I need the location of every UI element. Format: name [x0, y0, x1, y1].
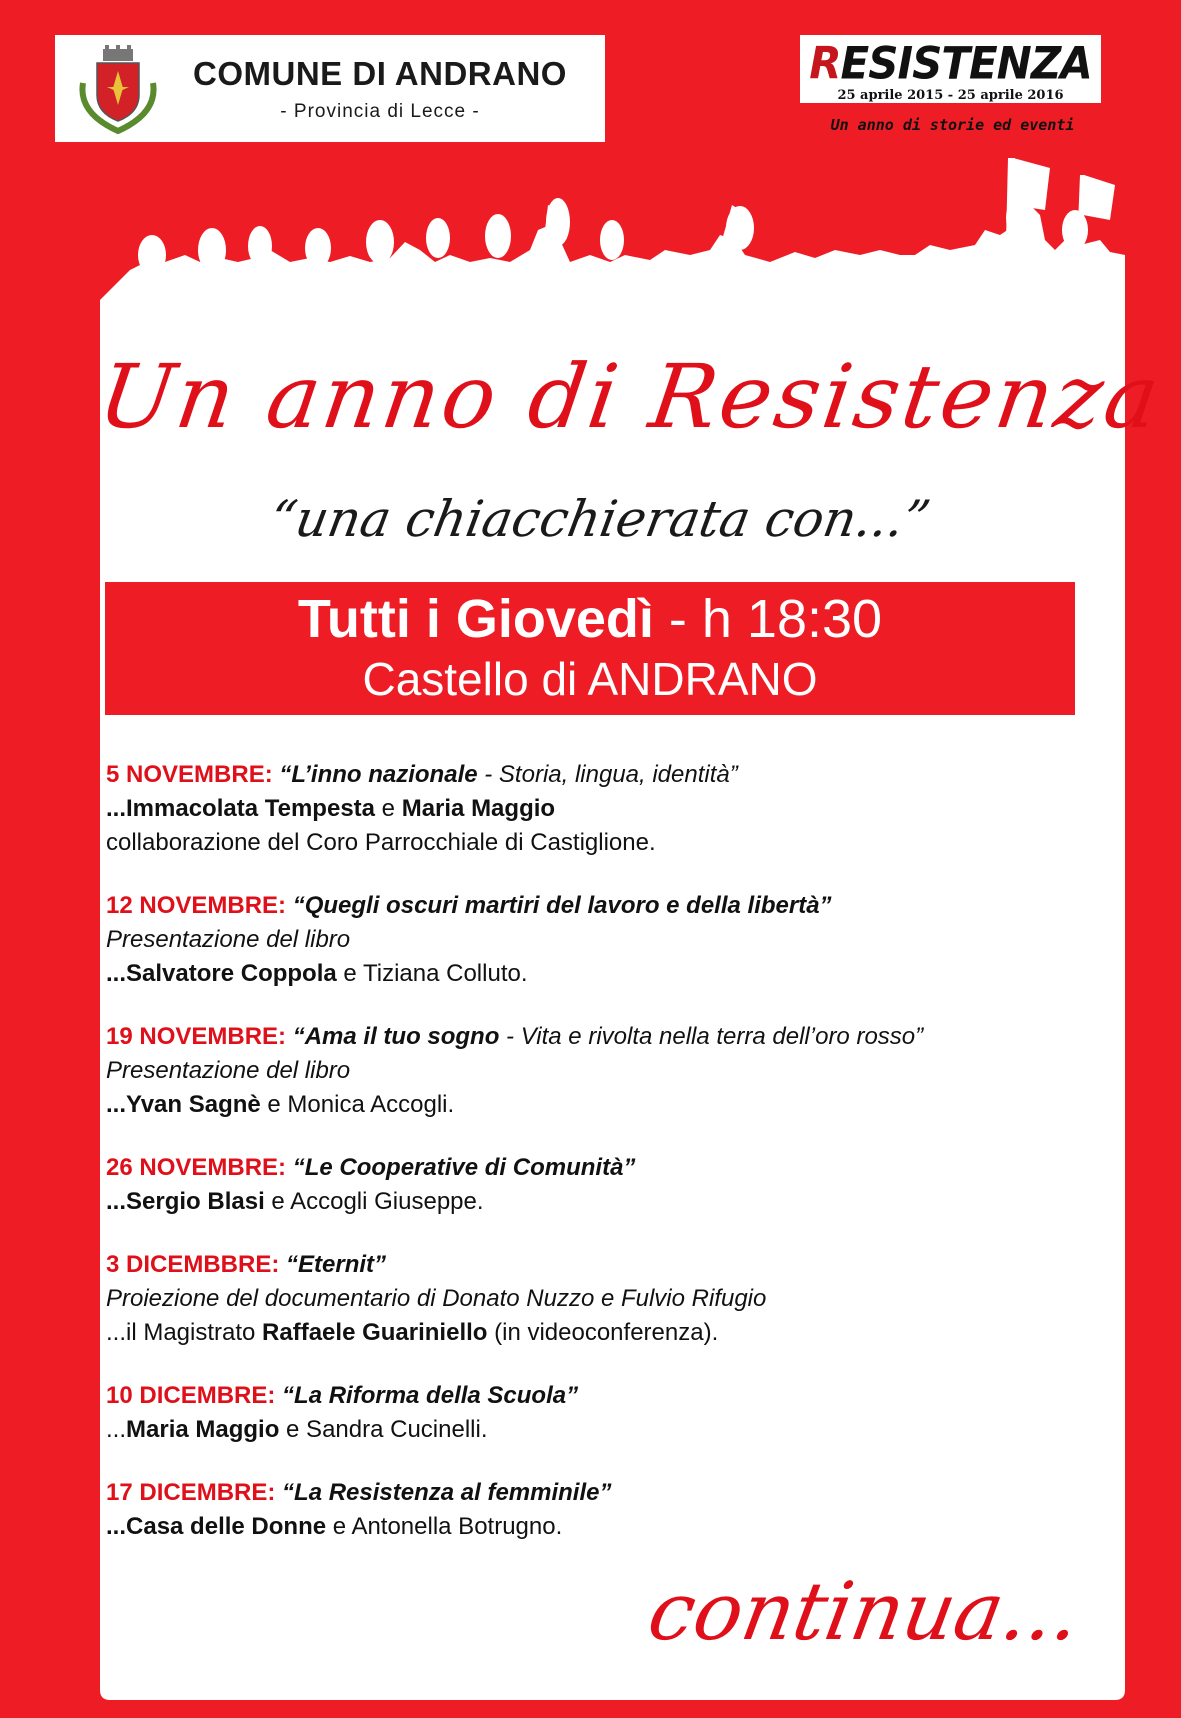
banner-day: Tutti i Giovedì	[297, 589, 654, 649]
event-guest-2: Maria Maggio	[401, 795, 556, 822]
event-date: 17 DICEMBRE:	[106, 1479, 276, 1506]
event-item	[106, 1248, 1086, 1350]
resistenza-logo-box	[800, 35, 1101, 103]
event-date: 3 DICEMBBRE:	[106, 1251, 280, 1278]
event-heading	[106, 1379, 1086, 1413]
event-guests-prefix: ...	[106, 1416, 127, 1443]
event-heading	[106, 1476, 1086, 1510]
event-description: Presentazione del libro	[106, 926, 351, 953]
event-guest-rest: e Monica Accogli.	[260, 1091, 455, 1118]
event-description: Proiezione del documentario di Donato Nuzzo e Fulvio Rifugio	[106, 1285, 767, 1312]
event-title-sub: - Vita e rivolta nella terra dell’oro rosso”	[499, 1023, 924, 1050]
event-guest-1: Casa delle Donne	[126, 1513, 327, 1540]
event-item	[106, 1020, 1086, 1122]
event-heading	[106, 889, 1086, 923]
event-guest-1: Immacolata Tempesta	[126, 795, 376, 822]
event-guest-1: Raffaele Guariniello	[262, 1319, 488, 1346]
event-date: 19 NOVEMBRE:	[106, 1023, 287, 1050]
event-date: 12 NOVEMBRE:	[106, 892, 287, 919]
event-title: “L’inno nazionale	[279, 761, 478, 788]
comune-subtitle: - Provincia di Lecce -	[280, 101, 480, 122]
event-item	[106, 889, 1086, 991]
event-guests-prefix: ...	[106, 795, 127, 822]
event-guests	[106, 957, 1086, 991]
event-item	[106, 758, 1086, 860]
event-date: 5 NOVEMBRE:	[106, 761, 273, 788]
event-guest-rest: (in videoconferenza).	[487, 1319, 719, 1346]
event-guests-prefix: ...	[106, 1513, 127, 1540]
event-guest-rest: e Antonella Botrugno.	[326, 1513, 563, 1540]
event-note: collaborazione del Coro Parrocchiale di Castiglione.	[106, 829, 656, 856]
event-guests	[106, 1185, 1086, 1219]
event-item	[106, 1379, 1086, 1447]
resistenza-logo-r: R	[809, 37, 841, 90]
event-heading	[106, 758, 1086, 792]
event-guests	[106, 1316, 1086, 1350]
event-title-sub: - Storia, lingua, identità”	[477, 761, 738, 788]
main-title: Un anno di Resistenza	[92, 345, 1169, 448]
event-guest-rest: e Accogli Giuseppe.	[264, 1188, 484, 1215]
event-title: “La Riforma della Scuola”	[282, 1382, 579, 1409]
resistenza-logo-rest: ESISTENZA	[840, 37, 1092, 90]
event-guests	[106, 792, 1086, 826]
resistenza-logo	[800, 38, 1101, 89]
event-heading	[106, 1020, 1086, 1054]
event-heading	[106, 1151, 1086, 1185]
event-guest-1: Yvan Sagnè	[126, 1091, 261, 1118]
resistenza-dates: 25 aprile 2015 - 25 aprile 2016	[837, 88, 1064, 103]
event-guests-prefix: ...	[106, 1091, 127, 1118]
event-guest-1: Salvatore Coppola	[126, 960, 337, 987]
schedule-banner	[105, 582, 1075, 715]
comune-title: COMUNE DI ANDRANO	[193, 55, 567, 92]
main-subtitle: “una chiacchierata con...”	[265, 490, 935, 548]
event-guests	[106, 1413, 1086, 1447]
comune-logo-box	[55, 35, 605, 142]
event-guests-prefix: ...	[106, 960, 127, 987]
event-heading	[106, 1248, 1086, 1282]
crest-icon	[73, 43, 163, 135]
event-title: “La Resistenza al femminile”	[282, 1479, 612, 1506]
continua-footer: continua...	[641, 1565, 1088, 1658]
banner-day-time	[105, 588, 1075, 650]
event-date: 10 DICEMBRE:	[106, 1382, 276, 1409]
event-title: “Ama il tuo sogno	[292, 1023, 500, 1050]
event-description: Presentazione del libro	[106, 1057, 351, 1084]
event-date: 26 NOVEMBRE:	[106, 1154, 287, 1181]
event-guests	[106, 1510, 1086, 1544]
event-item	[106, 1151, 1086, 1219]
event-guest-1: Sergio Blasi	[126, 1188, 265, 1215]
event-guest-rest: e Sandra Cucinelli.	[279, 1416, 488, 1443]
event-guests	[106, 1088, 1086, 1122]
resistenza-tagline: Un anno di storie ed eventi	[830, 116, 1075, 134]
events-list	[106, 758, 1086, 1573]
event-guest-rest: e Tiziana Colluto.	[336, 960, 528, 987]
banner-place: Castello di ANDRANO	[362, 653, 818, 705]
event-item	[106, 1476, 1086, 1544]
event-guests-prefix: ...il Magistrato	[106, 1319, 263, 1346]
event-title: “Le Cooperative di Comunità”	[292, 1154, 636, 1181]
banner-time: - h 18:30	[653, 589, 883, 649]
event-title: “Eternit”	[286, 1251, 387, 1278]
event-guest-join: e	[375, 795, 402, 822]
event-title: “Quegli oscuri martiri del lavoro e della libertà”	[292, 892, 832, 919]
event-guests-prefix: ...	[106, 1188, 127, 1215]
event-guest-1: Maria Maggio	[126, 1416, 280, 1443]
